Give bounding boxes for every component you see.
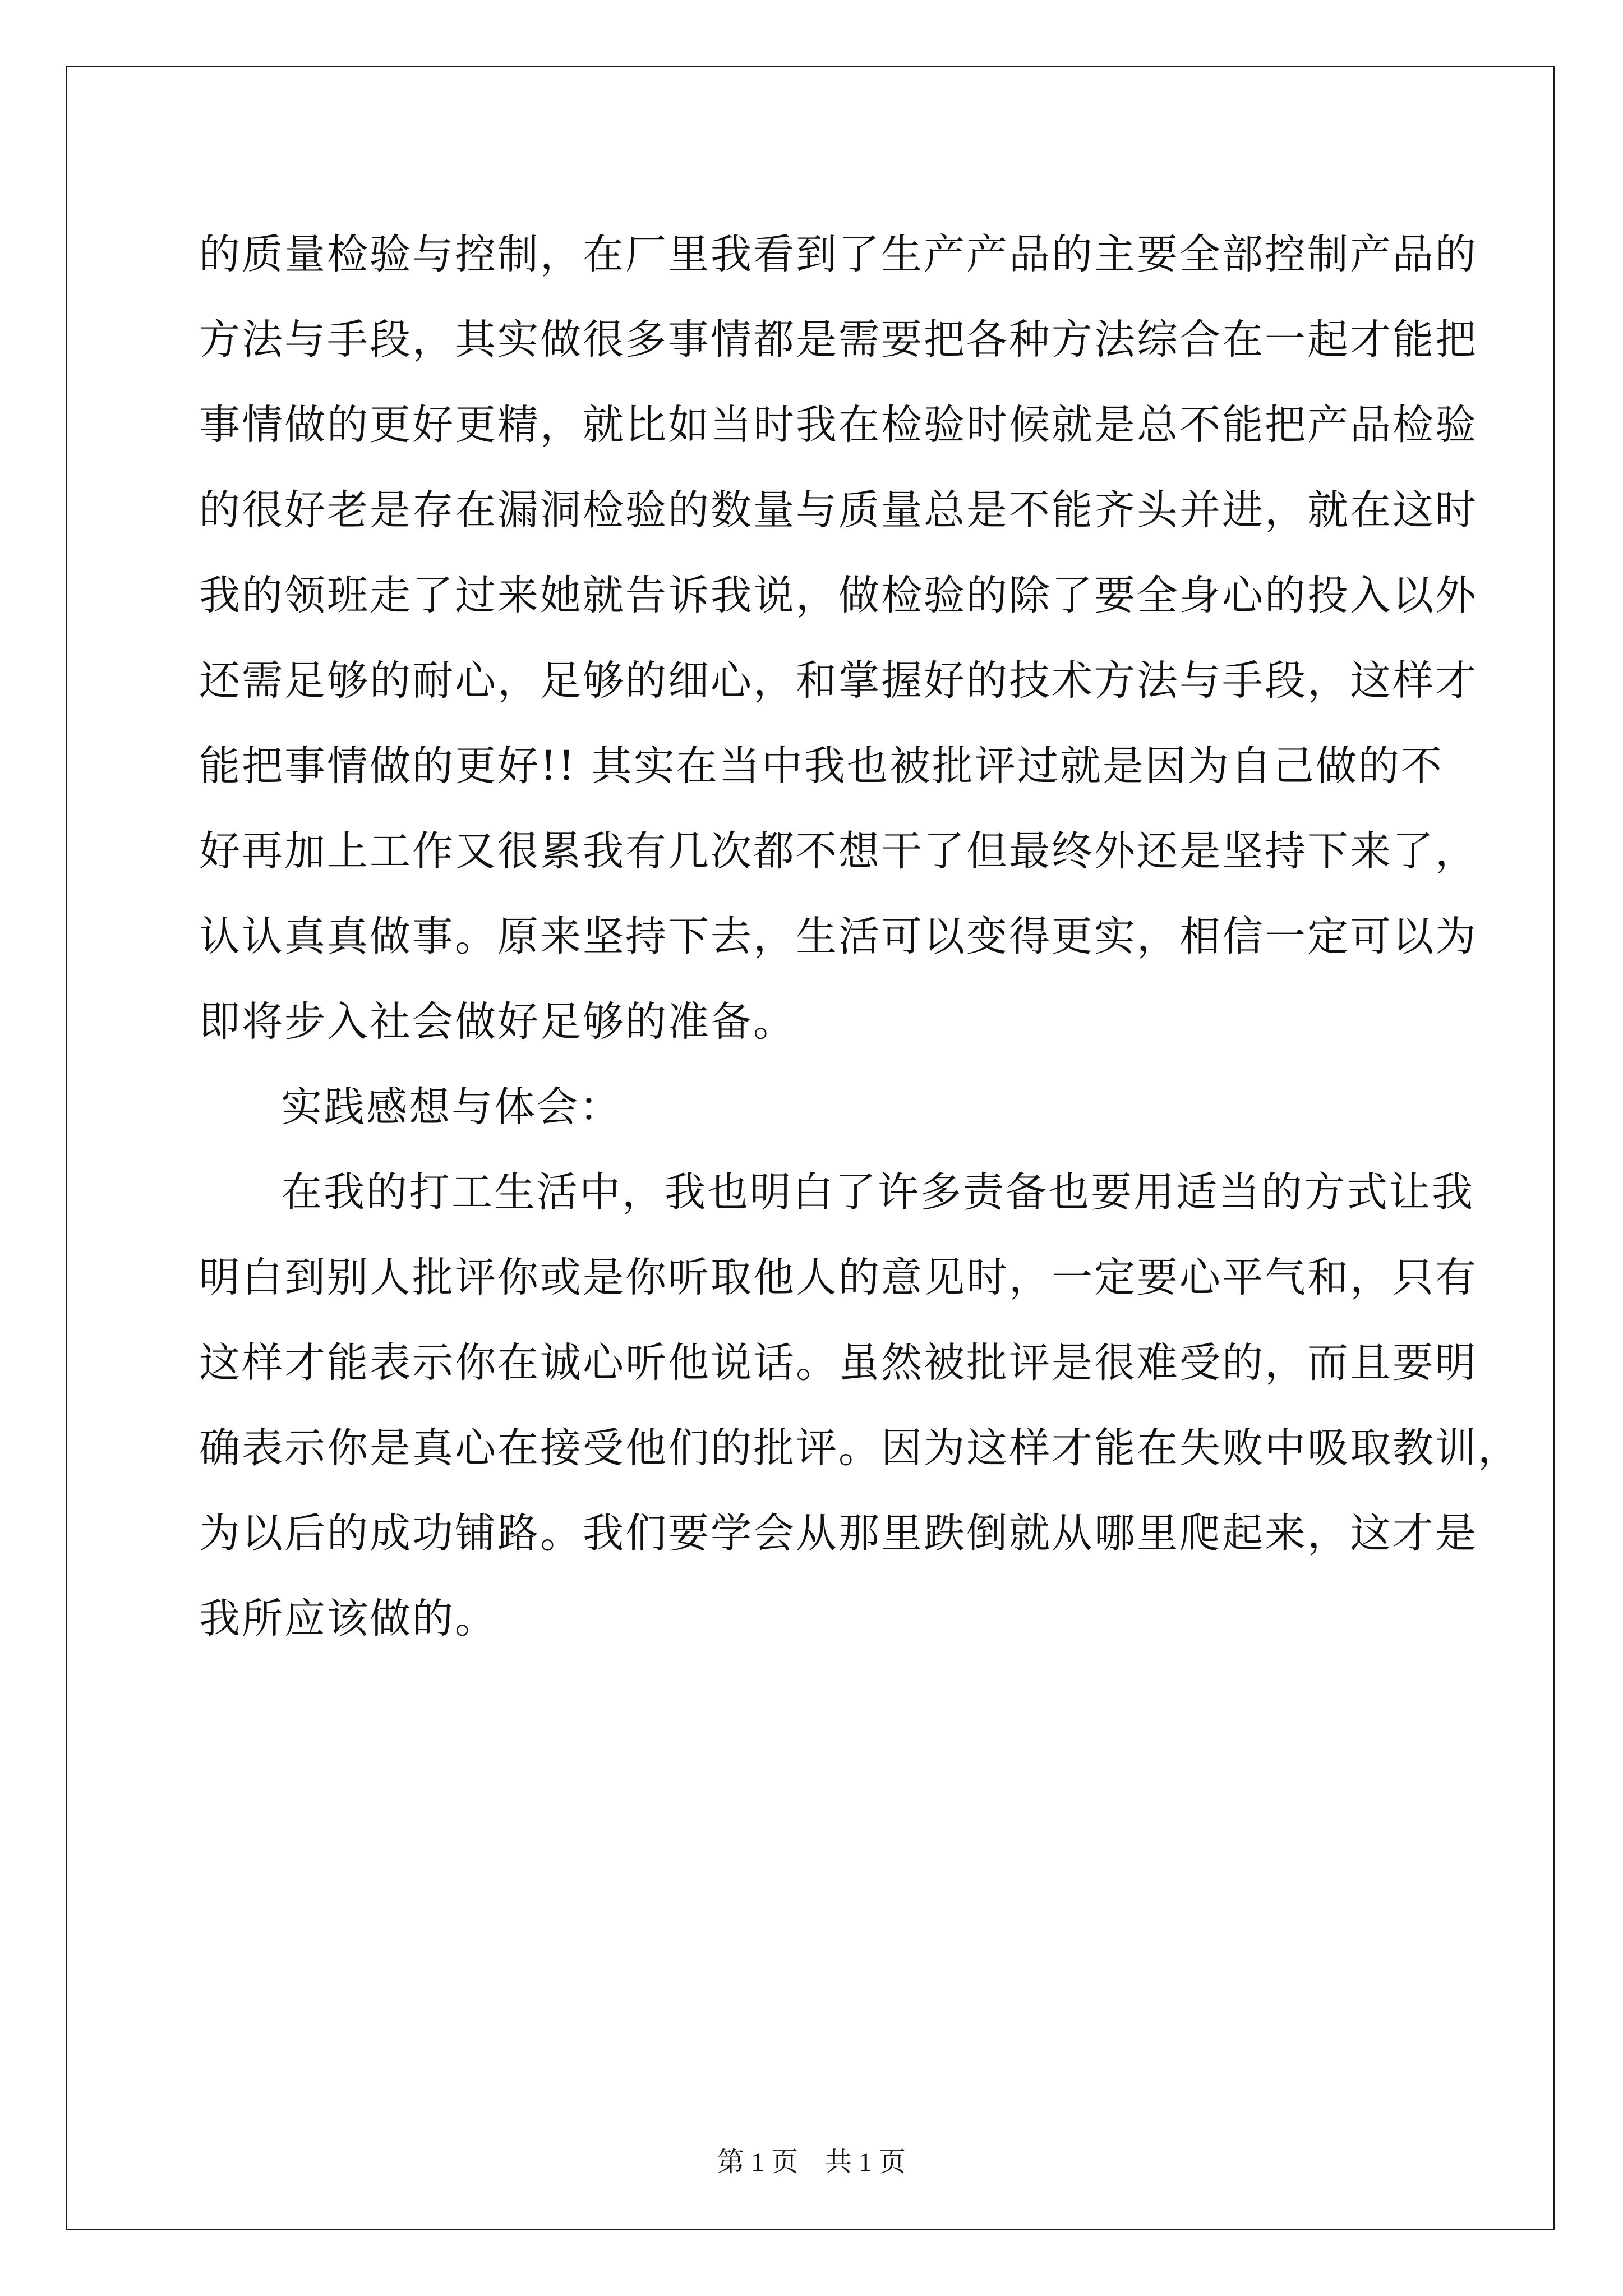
text-line: 事情做的更好更精，就比如当时我在检验时候就是总不能把产品检验	[199, 401, 1478, 449]
text-line: 为以后的成功铺路。我们要学会从那里跌倒就从哪里爬起来，这才是	[199, 1510, 1478, 1557]
text-line: 即将步入社会做好足够的准备。	[199, 998, 796, 1046]
text-line: 我的领班走了过来她就告诉我说，做检验的除了要全身心的投入以外	[199, 572, 1478, 619]
section-heading: 实践感想与体会：	[281, 1083, 622, 1131]
text-line: 这样才能表示你在诚心听他说话。虽然被批评是很难受的，而且要明	[199, 1339, 1478, 1387]
text-line: 认认真真做事。原来坚持下去，生活可以变得更实，相信一定可以为	[199, 913, 1478, 960]
text-line: 在我的打工生活中，我也明白了许多责备也要用适当的方式让我	[281, 1168, 1474, 1216]
text-line: 方法与手段，其实做很多事情都是需要把各种方法综合在一起才能把	[199, 316, 1478, 364]
text-line: 确表示你是真心在接受他们的批评。因为这样才能在失败中吸取教训，	[199, 1424, 1520, 1472]
text-line: 能把事情做的更好!! 其实在当中我也被批评过就是因为自己做的不	[199, 742, 1444, 790]
text-line: 明白到别人批评你或是你听取他人的意见时，一定要心平气和，只有	[199, 1254, 1478, 1301]
page-number-footer: 第 1 页 共 1 页	[717, 2147, 906, 2177]
text-line: 的质量检验与控制，在厂里我看到了生产产品的主要全部控制产品的	[199, 231, 1478, 278]
document-body	[199, 212, 1520, 1662]
text-line: 还需足够的耐心，足够的细心，和掌握好的技术方法与手段，这样才	[199, 657, 1478, 705]
text-line: 好再加上工作又很累我有几次都不想干了但最终外还是坚持下来了，	[199, 827, 1478, 875]
text-line: 的很好老是存在漏洞检验的数量与质量总是不能齐头并进，就在这时	[199, 486, 1478, 534]
text-line: 我所应该做的。	[199, 1595, 497, 1642]
